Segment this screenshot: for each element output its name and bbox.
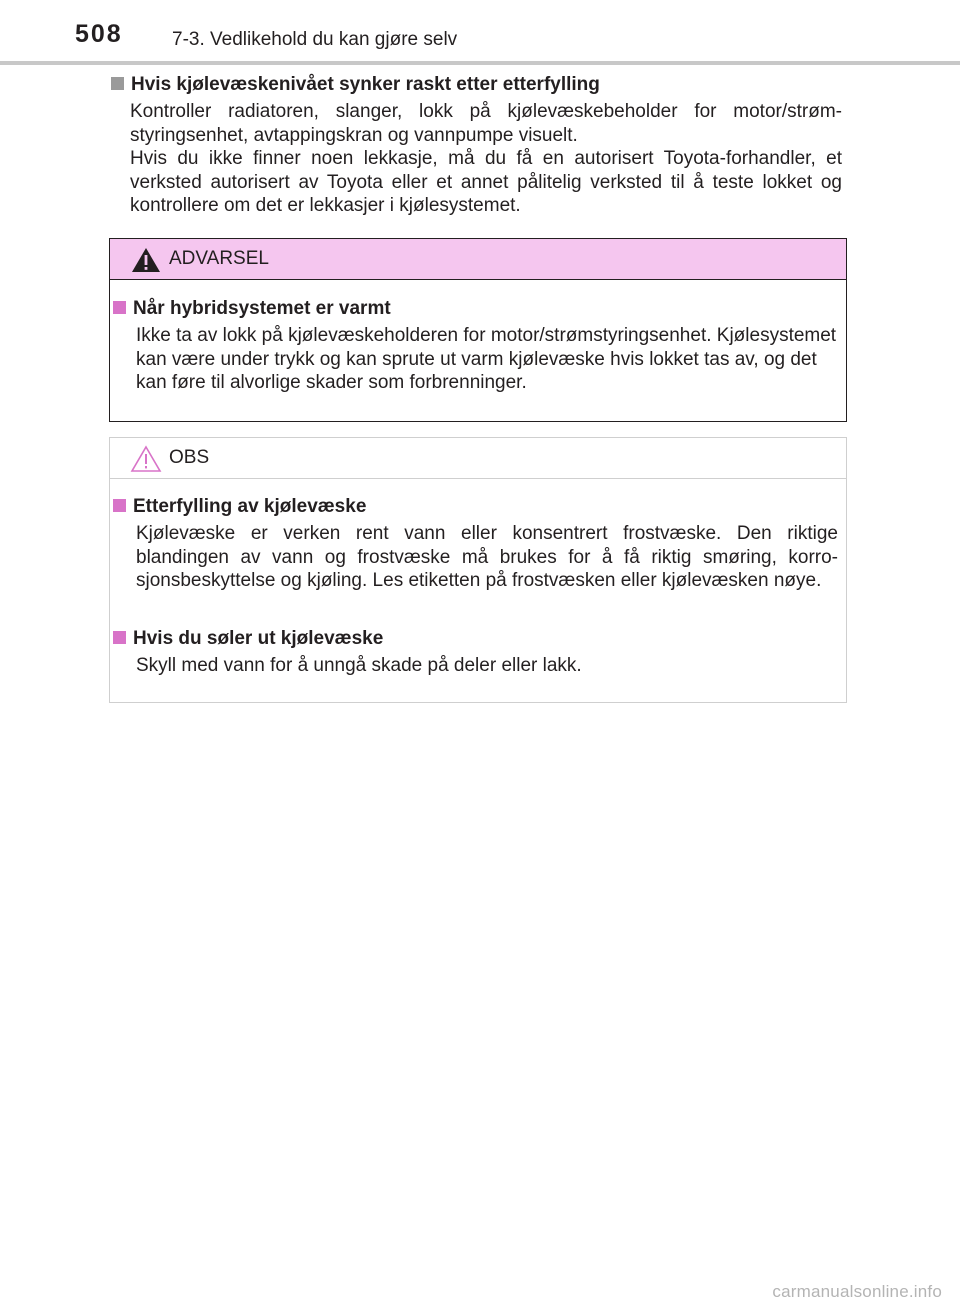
- warning-item: [113, 297, 838, 395]
- warning-item-text: [136, 324, 838, 395]
- section-heading-text: Hvis kjølevæskenivået synker raskt etter etterfylling: [131, 74, 600, 95]
- paragraph: Kjølevæske er verken rent vann eller konsentrert frostvæske. Den riktige blandingen av vann og frostvæske må brukes for å få riktig smøring, korro-sjonsbeskyttelse og kjøling. Les etiketten på frostvæsken eller kjølevæsken nøye.: [136, 523, 838, 591]
- section-coolant-level: [111, 73, 842, 218]
- notice-box: [109, 437, 847, 703]
- warning-box-label: ADVARSEL: [169, 248, 269, 269]
- header-rule: [0, 61, 960, 65]
- warning-triangle-filled-icon: [130, 246, 162, 274]
- paragraph: Skyll med vann for å unngå skade på deler eller lakk.: [136, 655, 582, 676]
- notice-item: [113, 627, 838, 678]
- warning-box: [109, 238, 847, 422]
- bullet-square-icon: [113, 631, 126, 644]
- page-number: 508: [75, 20, 123, 48]
- section-heading: [111, 73, 842, 97]
- bullet-square-icon: [113, 301, 126, 314]
- section-body: [130, 100, 842, 218]
- chapter-title: 7-3. Vedlikehold du kan gjøre selv: [172, 29, 458, 50]
- paragraph: Kontroller radiatoren, slanger, lokk på kjølevæskebeholder for motor/strøm-styringsenhet, avtappingskran og vannpumpe visuelt.: [130, 101, 842, 146]
- notice-box-label: OBS: [169, 447, 210, 468]
- bullet-square-icon: [111, 77, 124, 90]
- watermark: carmanualsonline.info: [772, 1282, 942, 1301]
- notice-item-heading-text: Hvis du søler ut kjølevæske: [133, 628, 384, 649]
- notice-item-heading: [113, 495, 838, 519]
- warning-item-heading: [113, 297, 838, 321]
- page-header: [0, 0, 960, 66]
- notice-item-heading-text: Etterfylling av kjølevæske: [133, 496, 367, 517]
- notice-item: [113, 495, 838, 593]
- paragraph: Hvis du ikke finner noen lekkasje, må du få en autorisert Toyota-forhandler, et verksted autorisert av Toyota eller et annet pålitelig verksted til å teste lokket og kontrollere om det er lekkasjer i kjølesystemet.: [130, 148, 842, 216]
- notice-box-header: [110, 438, 846, 479]
- warning-box-header: [110, 239, 846, 280]
- warning-item-heading-text: Når hybridsystemet er varmt: [133, 298, 391, 319]
- warning-triangle-outline-icon: [130, 445, 162, 473]
- notice-item-heading: [113, 627, 838, 651]
- paragraph: Ikke ta av lokk på kjølevæskeholderen for motor/strømstyringsenhet. Kjølesystemet kan være under trykk og kan sprute ut varm kjølevæske hvis lokket tas av, og det kan føre til alvorlige skader som forbrenninger.: [136, 325, 837, 393]
- bullet-square-icon: [113, 499, 126, 512]
- notice-item-text: [136, 522, 838, 593]
- notice-item-text: [136, 654, 838, 678]
